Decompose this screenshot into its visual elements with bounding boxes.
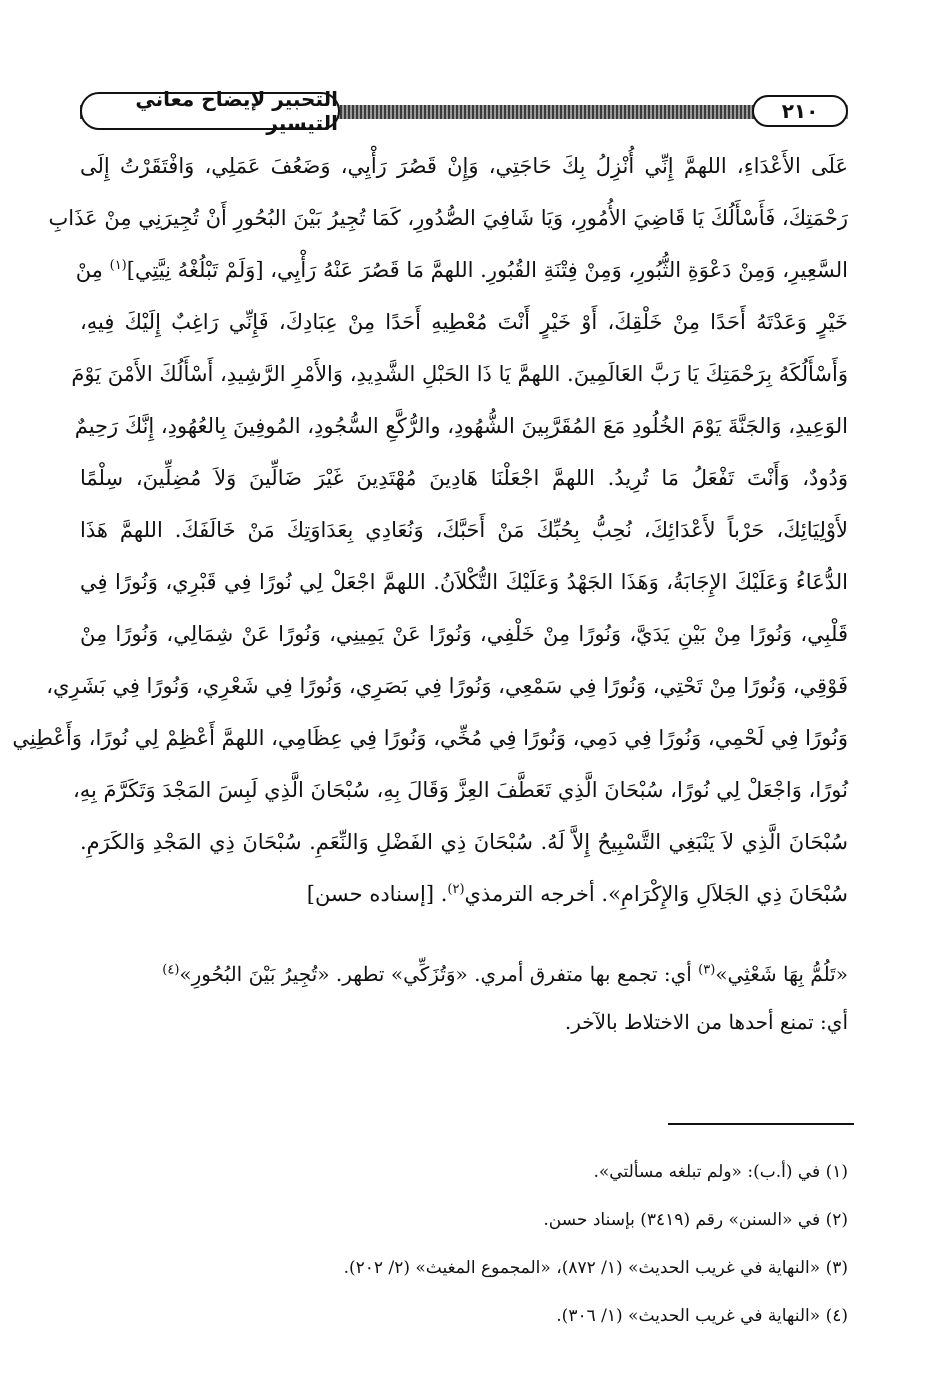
- text-line: عَلَى الأَعْدَاءِ، اللهمَّ إِنِّي أُنْزِلُ بِكَ حَاجَتِي، وَإِنْ قَصُرَ رَأْيِي، وَضَعُفَ عَمَلِي، وَافْتَقَرْتُ إِلَى: [80, 154, 848, 178]
- page-number: ٢١٠: [752, 95, 848, 127]
- footnote-2: (٢) في «السنن» رقم (٣٤١٩) بإسناد حسن.: [543, 1210, 848, 1230]
- footnote-marker-4[interactable]: (٤): [162, 962, 180, 978]
- page-header: [80, 87, 848, 135]
- text-line: السَّعِيرِ، وَمِنْ دَعْوَةِ الثُّبُورِ، وَمِنْ فِتْنَةِ القُبُورِ. اللهمَّ مَا قَصُرَ عَنْهُ رَأْيِي، [وَلَمْ تَبْلُغْهُ نِيَّتِي]$^{(١)}$ مِنْ: [75, 258, 848, 282]
- footnote-1: (١) في (أ.ب): «ولم تبلغه مسألتي».: [593, 1162, 848, 1182]
- text-line: وَدُودٌ، وَأَنْتَ تَفْعَلُ مَا تُرِيدُ. اللهمَّ اجْعَلْنَا هَادِينَ مُهْتَدِينَ غَيْرَ ضَالِّينَ وَلاَ مُضِلِّينَ، سِلْمًا: [80, 466, 848, 490]
- text-line: فَوْقِي، وَنُورًا مِنْ تَحْتِي، وَنُورًا فِي سَمْعِي، وَنُورًا فِي بَصَرِي، وَنُورًا فِي شَعْرِي، وَنُورًا فِي بَشَرِي،: [46, 674, 848, 698]
- explanation-line: «تَلُمُّ بِهَا شَعْثِي»$^{(٣)}$ أي: تجمع بها متفرق أمري. «وَتُزَكِّي» تطهر. «تُجِيرُ بَيْنَ البُحُورِ»$^{(٤)}$: [162, 962, 848, 986]
- text-line: رَحْمَتِكَ، فَأَسْأَلُكَ يَا قَاضِيَ الأُمُورِ، وَيَا شَافِيَ الصُّدُورِ، كَمَا تُجِيرُ بَيْنَ البُحُورِ أَنْ تُجِيرَنِي مِنْ عَذَابِ: [48, 206, 848, 230]
- text-line: سُبْحَانَ ذِي الجَلاَلِ وَالإِكْرَامِ». أخرجه الترمذي$^{(٢)}$. [إسناده حسن]: [306, 882, 848, 906]
- book-title: التحبير لإيضاح معاني التيسير: [80, 92, 340, 130]
- text-line: قَلْبِي، وَنُورًا مِنْ بَيْنِ يَدَيَّ، وَنُورًا مِنْ خَلْفِي، وَنُورًا عَنْ يَمِينِي، وَنُورًا عَنْ شِمَالِي، وَنُورًا مِنْ: [80, 622, 848, 646]
- main-text: [12, 140, 848, 920]
- footnote-4: (٤) «النهاية في غريب الحديث» (١/ ٣٠٦).: [556, 1306, 848, 1326]
- explanation-line: أي: تمنع أحدها من الاختلاط بالآخر.: [564, 1010, 848, 1034]
- text-line: خَيْرٍ وَعَدْتَهُ أَحَدًا مِنْ خَلْقِكَ، أَوْ خَيْرٍ أَنْتَ مُعْطِيهِ أَحَدًا مِنْ عِبَادِكَ، فَإِنِّي رَاغِبٌ إِلَيْكَ فِيهِ،: [80, 310, 848, 334]
- footnote-3: (٣) «النهاية في غريب الحديث» (١/ ٨٧٢)، «المجموع المغيث» (٢/ ٢٠٢).: [343, 1258, 848, 1278]
- footnote-marker-1[interactable]: (١): [109, 258, 127, 273]
- text-line: لأَوْلِيَائِكَ، حَرْباً لأَعْدَائِكَ، نُحِبُّ بِحُبِّكَ مَنْ أَحَبَّكَ، وَنُعَادِي بِعَدَاوَتِكَ مَنْ خَالَفَكَ. اللهمَّ هَذَا: [80, 518, 848, 542]
- footnote-separator: [668, 1123, 854, 1125]
- text-line: وَنُورًا فِي لَحْمِي، وَنُورًا فِي دَمِي، وَنُورًا فِي مُخِّي، وَنُورًا فِي عِظَامِي، اللهمَّ أَعْظِمْ لِي نُورًا، وَأَعْطِنِي: [12, 726, 848, 750]
- footnotes: [80, 1148, 848, 1340]
- text-line: الدُّعَاءُ وَعَلَيْكَ الإِجَابَةُ، وَهَذَا الجَهْدُ وَعَلَيْكَ التُّكْلاَنُ. اللهمَّ اجْعَلْ لِي نُورًا فِي قَبْرِي، وَنُورًا فِي: [80, 570, 848, 594]
- text-line: نُورًا، وَاجْعَلْ لِي نُورًا، سُبْحَانَ الَّذِي تَعَطَّفَ العِزَّ وَقَالَ بِهِ، سُبْحَانَ الَّذِي لَبِسَ المَجْدَ وَتَكَرَّمَ بِهِ،: [72, 778, 848, 802]
- footnote-marker-2[interactable]: (٢): [447, 882, 465, 897]
- text-line: الوَعِيدِ، وَالجَنَّةَ يَوْمَ الخُلُودِ مَعَ المُقَرَّبِينَ الشُّهُودِ، والرُّكَّعِ السُّجُودِ، المُوفِينَ بِالعُهُودِ، إِنَّكَ رَحِيمٌ: [74, 414, 848, 438]
- text-line: وَأَسْأَلُكَهُ بِرَحْمَتِكَ يَا رَبَّ العَالَمِينَ. اللهمَّ يَا ذَا الحَبْلِ الشَّدِيدِ، وَالأَمْرِ الرَّشِيدِ، أَسْأَلُكَ الأَمْنَ يَوْمَ: [71, 362, 848, 386]
- footnote-marker-3[interactable]: (٣): [698, 962, 716, 978]
- text-line: سُبْحَانَ الَّذِي لاَ يَنْبَغِي التَّسْبِيحُ إِلاَّ لَهُ. سُبْحَانَ ذِي الفَضْلِ وَالنِّعَمِ. سُبْحَانَ ذِي المَجْدِ وَالكَرَمِ.: [80, 830, 848, 854]
